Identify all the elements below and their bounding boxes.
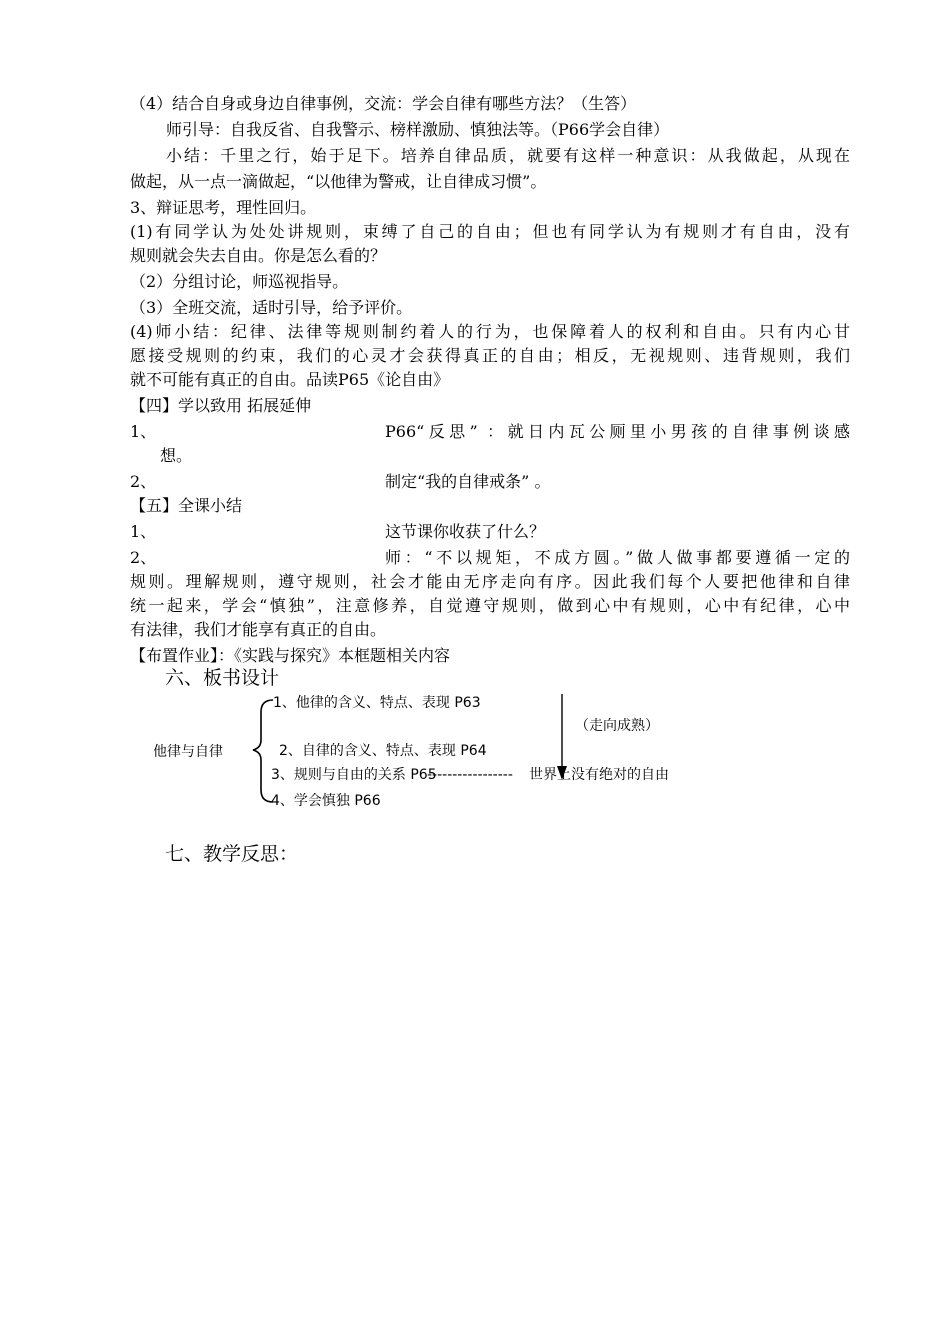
text-line: 愿接受规则的约束，我们的心灵才会获得真正的自由；相反，无视规则、违背规则，我们 [130,346,850,365]
homework-line: 【布置作业】：《实践与探究》本框题相关内容 [130,646,451,665]
text-line: 就不可能有真正的自由。品读P65《论自由》 [130,370,450,389]
list-number: 1、 [130,522,157,541]
board-item-1: 1、他律的含义、特点、表现 P63 [273,695,481,711]
list-number: 2、 [130,472,157,491]
text-line: 师引导：自我反省、自我警示、榜样激励、慎独法等。（P66学会自律） [166,120,670,139]
text-line: 有法律，我们才能享有真正的自由。 [130,620,387,639]
board-conclusion: 世界上没有绝对的自由 [529,767,669,783]
board-arrow-label: （走向成熟） [575,718,659,734]
board-topic: 他律与自律 [153,744,223,760]
brace-shape [253,700,273,802]
list-item-text: 这节课你收获了什么？ [385,522,546,541]
list-item-continuation: 想。 [160,446,193,465]
text-line: 统一起来，学会“慎独”，注意修养，自觉遵守规则，做到心中有规则，心中有纪律，心中 [130,596,850,615]
board-design-heading: 六、板书设计 [165,667,280,689]
text-line: 做起，从一点一滴做起，“以他律为警戒，让自律成习惯”。 [130,172,547,191]
board-item-4: 4、学会慎独 P66 [271,793,381,809]
text-line: 小结：千里之行，始于足下。培养自律品质，就要有这样一种意识：从我做起，从现在 [166,146,850,165]
list-number: 2、 [130,548,157,567]
text-line: （3）全班交流，适时引导，给予评价。 [130,298,413,317]
section-heading: 【四】学以致用 拓展延伸 [130,396,312,415]
text-line: 规则就会失去自由。你是怎么看的？ [130,246,387,265]
board-item-3: 3、规则与自由的关系 P65 [271,767,437,783]
text-line: (1)有同学认为处处讲规则，束缚了自己的自由；但也有同学认为有规则才有自由，没有 [130,222,850,241]
board-item-2: 2、自律的含义、特点、表现 P64 [279,743,487,759]
text-line: 规则。理解规则，遵守规则，社会才能由无序走向有序。因此我们每个人要把他律和自律 [130,572,850,591]
list-item-text: 师：“不以规矩，不成方圆。”做人做事都要遵循一定的 [385,548,850,567]
list-item-text: P66“反思” ：就日内瓦公厕里小男孩的自律事例谈感 [385,422,850,441]
text-line: （2）分组讨论，师巡视指导。 [130,272,349,291]
board-diagram [145,690,705,815]
reflection-heading: 七、教学反思： [165,843,299,865]
board-dashes: ----------------- [427,767,513,783]
section-heading: 【五】全课小结 [130,496,243,515]
text-line: 3、辩证思考，理性回归。 [130,198,317,217]
list-item-text: 制定“我的自律戒条” 。 [385,472,551,491]
text-line: (4)师小结：纪律、法律等规则制约着人的行为，也保障着人的权利和自由。只有内心甘 [130,322,850,341]
board-diagram-svg [145,690,705,815]
list-number: 1、 [130,422,157,441]
text-line: （4）结合自身或身边自律事例，交流：学会自律有哪些方法？（生答） [130,94,637,113]
